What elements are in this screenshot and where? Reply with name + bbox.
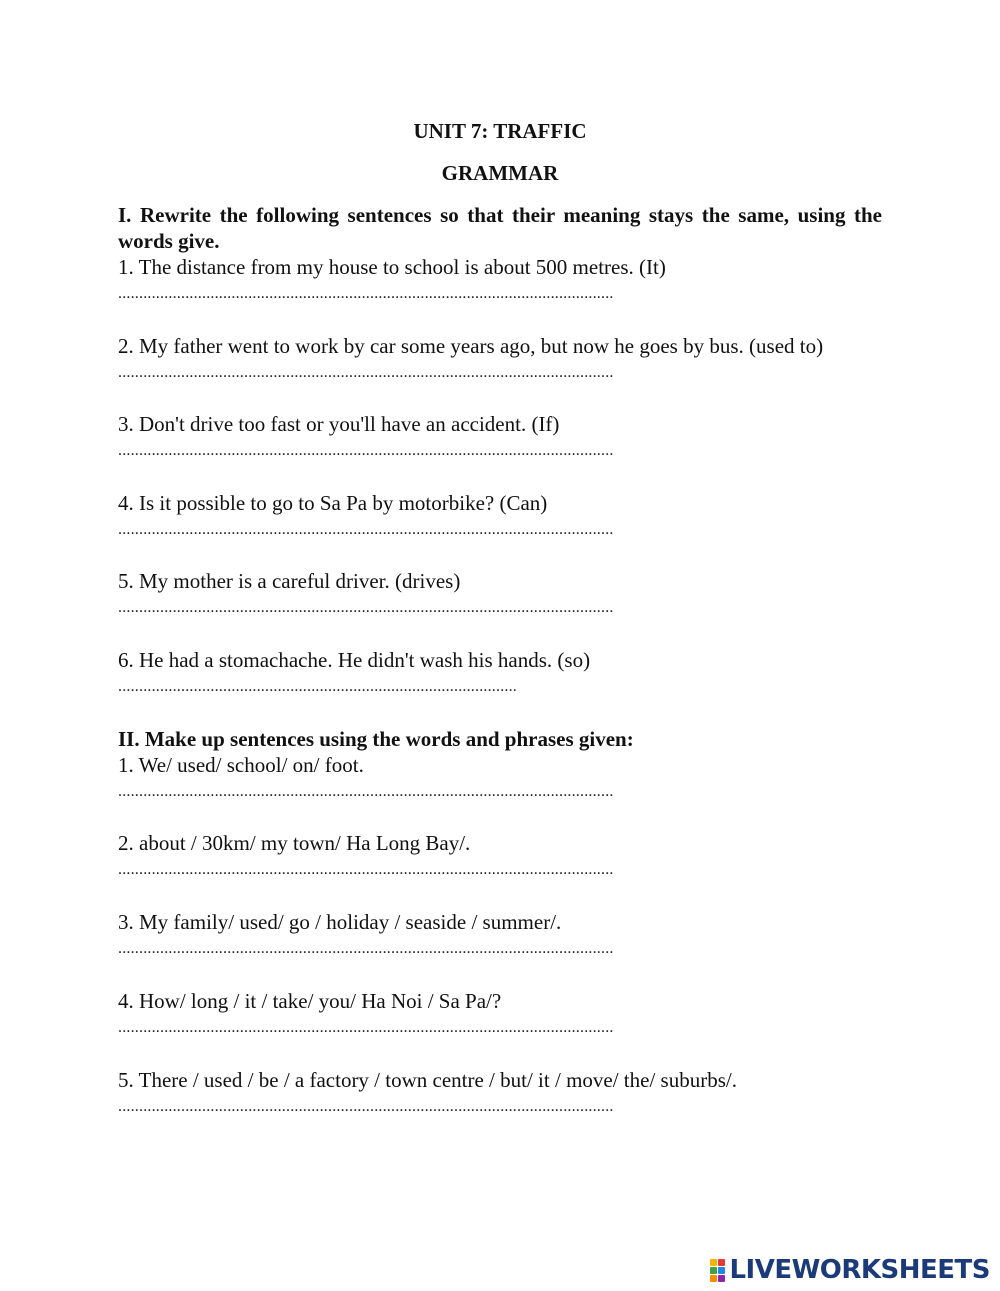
part2-question-4 [118, 988, 898, 1036]
answer-line[interactable]: ...................................................................................................................... [118, 286, 614, 302]
part2-question-2 [118, 830, 898, 878]
question-prompt: 3. My family/ used/ go / holiday / seaside / summer/. [118, 910, 562, 934]
question-prompt: 5. My mother is a careful driver. (drives) [118, 569, 461, 593]
question-prompt: 2. My father went to work by car some years ago, but now he goes by bus. (used to) [118, 334, 824, 358]
answer-line[interactable]: ...................................................................................................................... [118, 862, 614, 878]
liveworksheets-logo [710, 1255, 990, 1285]
answer-line[interactable]: ...................................................................................................................... [118, 1020, 614, 1036]
answer-line[interactable]: ...................................................................................................................... [118, 941, 614, 957]
part1-question-3 [118, 411, 898, 459]
answer-line[interactable]: ...................................................................................................................... [118, 1099, 614, 1115]
part1-question-1 [118, 254, 898, 302]
answer-line[interactable]: ...................................................................................................................... [118, 600, 614, 616]
part1-question-4 [118, 490, 898, 538]
part1-question-6 [118, 647, 898, 695]
question-prompt: 3. Don't drive too fast or you'll have an accident. (If) [118, 412, 560, 436]
question-prompt: 4. How/ long / it / take/ you/ Ha Noi / Sa Pa/? [118, 989, 502, 1013]
liveworksheets-logo-icon [710, 1259, 725, 1282]
part2-question-1 [118, 752, 898, 800]
answer-line[interactable]: ............................................................................................... [118, 679, 517, 695]
section-title: GRAMMAR [441, 161, 559, 185]
question-prompt: 6. He had a stomachache. He didn't wash his hands. (so) [118, 648, 591, 672]
answer-line[interactable]: ...................................................................................................................... [118, 443, 614, 459]
question-prompt: 1. The distance from my house to school is about 500 metres. (It) [118, 255, 666, 279]
answer-line[interactable]: ...................................................................................................................... [118, 522, 614, 538]
part2-instruction: II. Make up sentences using the words and phrases given: [118, 727, 634, 751]
part1-question-2 [118, 333, 898, 381]
part1-instruction: I. Rewrite the following sentences so that their meaning stays the same, using the words give. [118, 203, 882, 253]
part2-question-5 [118, 1067, 898, 1115]
logo-text: LIVEWORKSHEETS [729, 1255, 990, 1285]
question-prompt: 5. There / used / be / a factory / town centre / but/ it / move/ the/ suburbs/. [118, 1068, 737, 1092]
part2-question-3 [118, 909, 898, 957]
question-prompt: 4. Is it possible to go to Sa Pa by motorbike? (Can) [118, 491, 548, 515]
answer-line[interactable]: ...................................................................................................................... [118, 784, 614, 800]
part1-question-5 [118, 568, 898, 616]
answer-line[interactable]: ...................................................................................................................... [118, 365, 614, 381]
unit-title: UNIT 7: TRAFFIC [413, 119, 587, 143]
question-prompt: 1. We/ used/ school/ on/ foot. [118, 753, 364, 777]
question-prompt: 2. about / 30km/ my town/ Ha Long Bay/. [118, 831, 471, 855]
